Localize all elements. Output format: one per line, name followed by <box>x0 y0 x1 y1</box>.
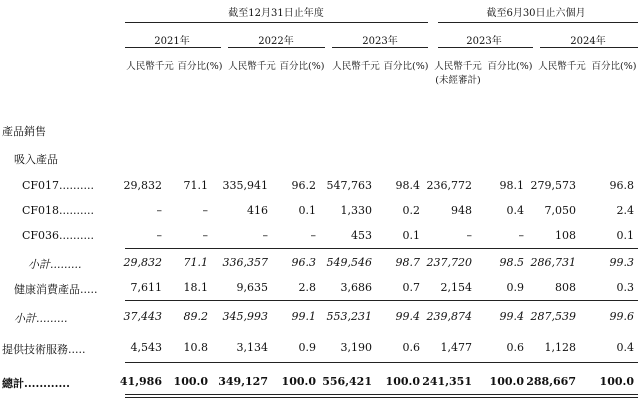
table-row-total <box>0 375 640 391</box>
cell: 18.1 <box>183 281 208 294</box>
cell: 416 <box>247 204 268 217</box>
six-month-group-header: 截至6月30日止六個月 <box>486 8 586 19</box>
unaudited-note: (未經審計) <box>435 75 481 86</box>
section-product-sales: 產品銷售 <box>2 125 46 138</box>
cell: 808 <box>555 281 576 294</box>
cell: 553,231 <box>326 310 372 323</box>
table-row-subtotal-products <box>0 310 640 326</box>
cell: 286,731 <box>530 256 576 269</box>
year-rule-2022 <box>228 47 325 48</box>
cell: 0.2 <box>402 204 420 217</box>
cell: 0.1 <box>402 229 420 242</box>
cell: 453 <box>351 229 372 242</box>
cell: – <box>202 204 208 217</box>
row-label: 總計............ <box>2 377 70 390</box>
subtotal-rule <box>125 248 638 249</box>
cell: 89.2 <box>183 310 208 323</box>
year-header-2022: 2022年 <box>258 36 294 47</box>
cell: 4,543 <box>130 341 162 354</box>
cell: 7,050 <box>544 204 576 217</box>
cell: 100.0 <box>599 375 634 388</box>
cell: 236,772 <box>426 179 472 192</box>
year-rule-2021 <box>125 47 221 48</box>
row-label: 小計......... <box>28 258 82 271</box>
cell: 556,421 <box>322 375 372 388</box>
cell: 99.4 <box>499 310 524 323</box>
cell: 98.7 <box>395 256 420 269</box>
cell: 3,134 <box>236 341 268 354</box>
col-rmb-2022: 人民幣千元 <box>228 61 276 72</box>
col-pct-2021: 百分比(%) <box>177 61 223 72</box>
cell: 1,477 <box>440 341 472 354</box>
fy-group-rule <box>125 22 428 23</box>
table-row-subtotal-inhalation <box>0 256 640 272</box>
cell: 99.4 <box>395 310 420 323</box>
table-row-cf017 <box>0 179 640 195</box>
year-header-2023-6m: 2023年 <box>466 36 502 47</box>
year-rule-2023-6m <box>438 47 533 48</box>
cell: 1,330 <box>340 204 372 217</box>
cell: 0.9 <box>506 281 524 294</box>
cell: – <box>202 229 208 242</box>
cell: 99.6 <box>609 310 634 323</box>
cell: 335,941 <box>222 179 268 192</box>
cell: 345,993 <box>222 310 268 323</box>
cell: 29,832 <box>123 256 162 269</box>
cell: 336,357 <box>222 256 268 269</box>
cell: 71.1 <box>183 256 208 269</box>
year-header-2024-6m: 2024年 <box>570 36 606 47</box>
table-row-health-consumer <box>0 281 640 297</box>
cell: 7,611 <box>130 281 162 294</box>
cell: 100.0 <box>385 375 420 388</box>
col-rmb-2024-6m: 人民幣千元 <box>538 61 586 72</box>
cell: 71.1 <box>183 179 208 192</box>
cell: – <box>310 229 316 242</box>
6m-group-rule <box>438 22 638 23</box>
cell: 1,128 <box>544 341 576 354</box>
cell: – <box>518 229 524 242</box>
cell: 0.9 <box>298 341 316 354</box>
cell: 96.3 <box>291 256 316 269</box>
table-row-cf018 <box>0 204 640 220</box>
section-inhalation-products: 吸入產品 <box>14 153 58 166</box>
cell: 96.2 <box>291 179 316 192</box>
cell: 239,874 <box>426 310 472 323</box>
row-label: 提供技術服務..... <box>2 343 86 356</box>
cell: – <box>156 229 162 242</box>
cell: 237,720 <box>426 256 472 269</box>
cell: 0.6 <box>506 341 524 354</box>
cell: 0.6 <box>402 341 420 354</box>
row-label: 健康消費產品..... <box>14 283 98 296</box>
cell: – <box>466 229 472 242</box>
fiscal-year-group-header: 截至12月31日止年度 <box>228 8 324 19</box>
cell: 98.5 <box>499 256 524 269</box>
cell: 3,686 <box>340 281 372 294</box>
total-rule-top <box>125 362 638 363</box>
row-label: CF018.......... <box>22 204 95 217</box>
cell: 10.8 <box>183 341 208 354</box>
col-rmb-2023: 人民幣千元 <box>332 61 380 72</box>
cell: 0.1 <box>298 204 316 217</box>
cell: 287,539 <box>530 310 576 323</box>
year-header-2023: 2023年 <box>362 36 398 47</box>
cell: 3,190 <box>340 341 372 354</box>
year-rule-2023 <box>332 47 428 48</box>
cell: 100.0 <box>281 375 316 388</box>
cell: – <box>262 229 268 242</box>
cell: 948 <box>451 204 472 217</box>
col-rmb-2023-6m: 人民幣千元 <box>434 61 482 72</box>
cell: 2,154 <box>440 281 472 294</box>
cell: 0.1 <box>616 229 634 242</box>
col-pct-2023: 百分比(%) <box>383 61 429 72</box>
cell: 2.8 <box>298 281 316 294</box>
cell: 288,667 <box>526 375 576 388</box>
cell: 98.1 <box>499 179 524 192</box>
total-double-rule-1 <box>125 394 638 395</box>
cell: 0.4 <box>616 341 634 354</box>
col-pct-2024-6m: 百分比(%) <box>591 61 637 72</box>
row-label: 小計......... <box>14 312 68 325</box>
cell: 241,351 <box>422 375 472 388</box>
cell: 100.0 <box>173 375 208 388</box>
col-rmb-2021: 人民幣千元 <box>126 61 174 72</box>
cell: 0.3 <box>616 281 634 294</box>
col-pct-2023-6m: 百分比(%) <box>487 61 533 72</box>
cell: 100.0 <box>489 375 524 388</box>
row-label: CF017.......... <box>22 179 95 192</box>
cell: 99.3 <box>609 256 634 269</box>
cell: 108 <box>555 229 576 242</box>
total-double-rule-2 <box>125 397 638 398</box>
table-row-tech-services <box>0 341 640 357</box>
cell: 99.1 <box>291 310 316 323</box>
row-label: CF036.......... <box>22 229 95 242</box>
cell: 2.4 <box>616 204 634 217</box>
cell: 29,832 <box>123 179 162 192</box>
cell: 41,986 <box>119 375 162 388</box>
cell: 549,546 <box>326 256 372 269</box>
year-header-2021: 2021年 <box>154 36 190 47</box>
table-row-cf036 <box>0 229 640 245</box>
cell: 9,635 <box>236 281 268 294</box>
cell: 37,443 <box>123 310 162 323</box>
cell: 279,573 <box>530 179 576 192</box>
cell: 98.4 <box>395 179 420 192</box>
subtotal-rule-2 <box>125 300 638 301</box>
cell: 349,127 <box>218 375 268 388</box>
cell: 0.4 <box>506 204 524 217</box>
cell: 0.7 <box>402 281 420 294</box>
cell: 547,763 <box>326 179 372 192</box>
year-rule-2024-6m <box>540 47 638 48</box>
cell: 96.8 <box>609 179 634 192</box>
cell: – <box>156 204 162 217</box>
col-pct-2022: 百分比(%) <box>279 61 325 72</box>
